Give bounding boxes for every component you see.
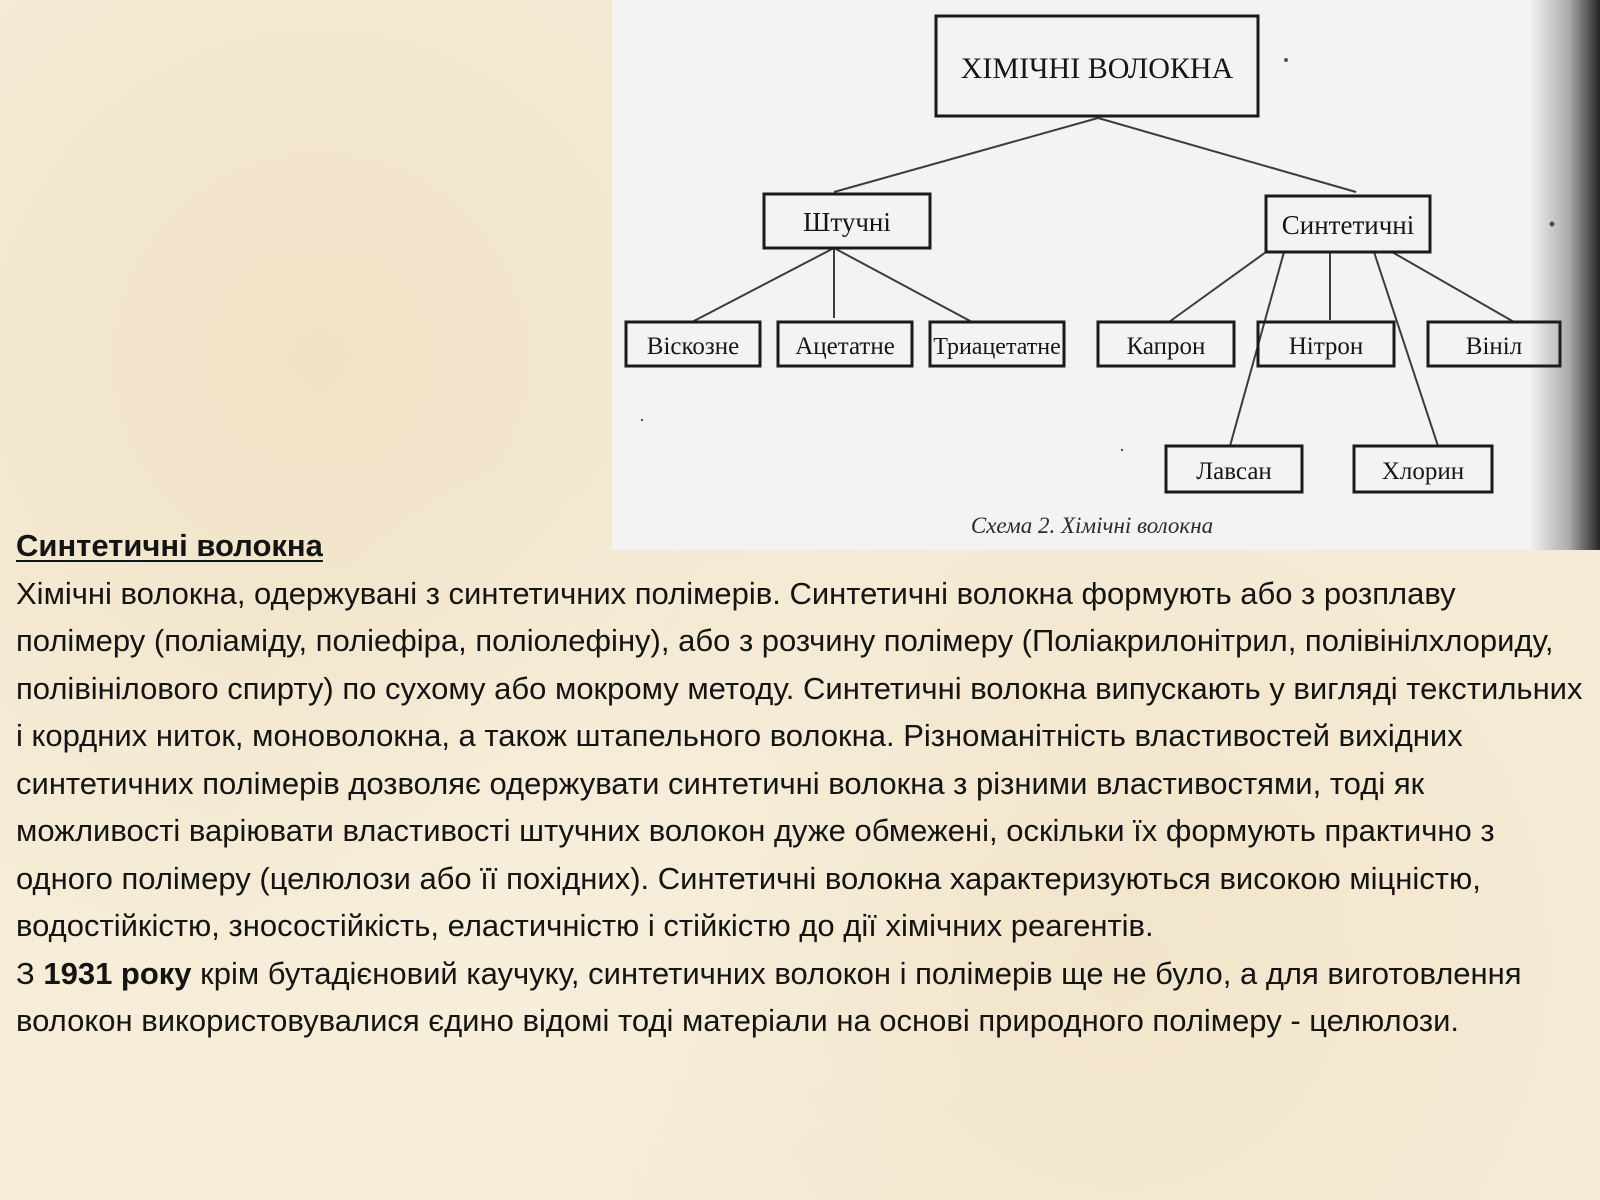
scan-edge-shadow xyxy=(1530,0,1600,550)
lavsan-label: Лавсан xyxy=(1196,458,1272,485)
article-paragraph-2 xyxy=(16,950,1588,1045)
connector-synthetic-vinyl xyxy=(1392,252,1514,322)
artificial-label: Штучні xyxy=(803,207,891,237)
diagram-connectors xyxy=(692,118,1514,446)
synthetic-label: Синтетичні xyxy=(1281,210,1415,240)
diagram-canvas xyxy=(612,0,1600,550)
article-paragraph-1: Хімічні волокна, одержувані з синтетичних полімерів. Синтетичні волокна формують або з розплаву полімеру (поліаміду, поліефіра, поліолефіну), або з розчину полімеру (Поліакрилонітрил, полівінілхлориду, полівінілового спирту) по сухому або мокрому методу. Синтетичні волокна випускають у вигляді текстильних і кордних ниток, моноволокна, а також штапельного волокна. Різноманітність властивостей вихідних синтетичних полімерів дозволяє одержувати синтетичні волокна з різними властивостями, тоді як можливості варіювати властивості штучних волокон дуже обмежені, оскільки їх формують практично з одного полімеру (целюлози або її похідних). Синтетичні волокна характеризуються високою міцністю, водостійкістю, зносостійкість, еластичністю і стійкістю до дії хімічних реагентів. xyxy=(16,575,1583,943)
chemical-fibers-diagram xyxy=(612,0,1600,550)
nitron-label: Нітрон xyxy=(1288,333,1364,360)
connector-artificial-viscose xyxy=(692,248,834,322)
connector-synthetic-kapron xyxy=(1169,252,1266,322)
connector-root-artificial xyxy=(834,118,1098,192)
paragraph-2-prefix: З xyxy=(16,955,44,991)
diagram-boxes xyxy=(626,16,1560,492)
root-label: ХІМІЧНІ ВОЛОКНА xyxy=(960,52,1234,85)
paragraph-2-rest: крім бутадієновий каучуку, синтетичних волокон і полімерів ще не було, а для виготовлення волокон використовувалися єдино відомі тоді матеріали на основі природного полімеру - целюлози. xyxy=(16,955,1522,1038)
chlorin-label: Хлорин xyxy=(1381,458,1465,485)
triacetate-label: Триацетатне xyxy=(933,334,1061,360)
diagram-caption: Схема 2. Хімічні волокна xyxy=(970,513,1214,538)
vinyl-label: Вініл xyxy=(1465,333,1523,360)
viscose-label: Віскозне xyxy=(646,333,740,360)
year-highlight: 1931 року xyxy=(43,955,192,991)
acetate-label: Ацетатне xyxy=(795,333,895,360)
article xyxy=(16,522,1588,1045)
connector-root-synthetic xyxy=(1098,118,1356,192)
article-title: Синтетичні волокна xyxy=(16,528,323,563)
kapron-label: Капрон xyxy=(1126,333,1206,360)
connector-artificial-triacetate xyxy=(834,248,972,322)
